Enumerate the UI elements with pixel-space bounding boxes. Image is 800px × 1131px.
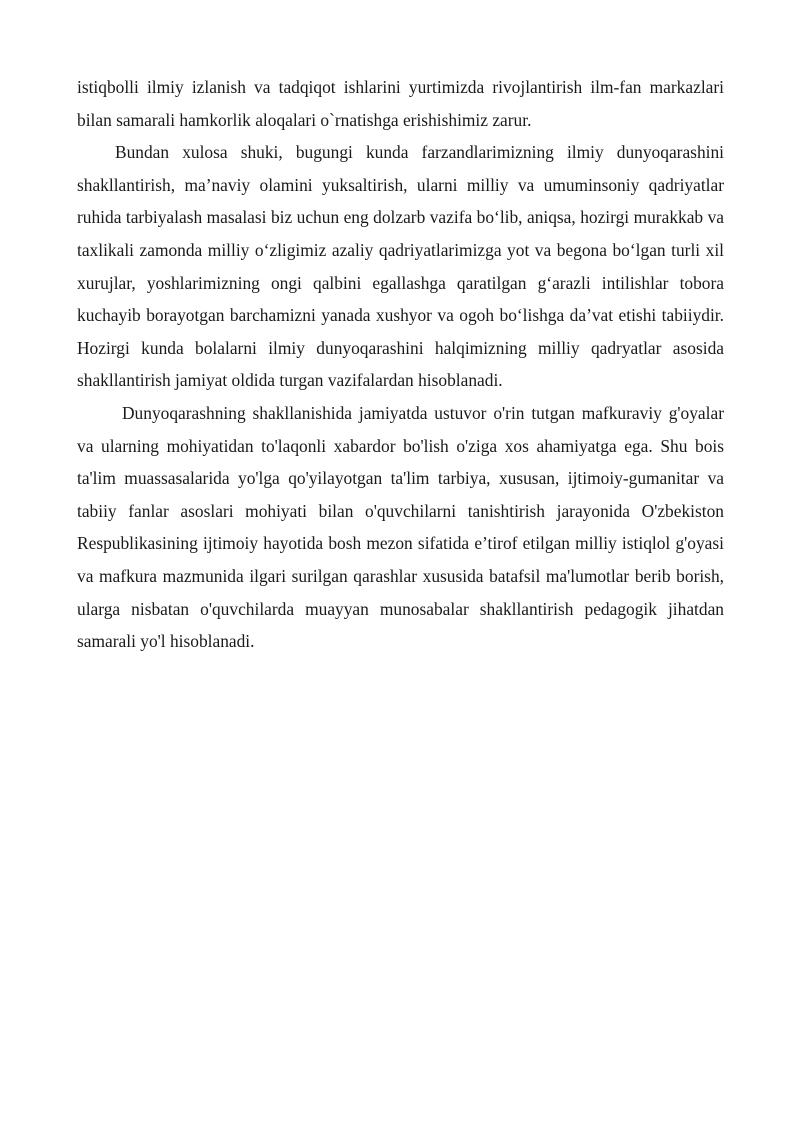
paragraph-conclusion: Bundan xulosa shuki, bugungi kunda farzandlarimizning ilmiy dunyoqarashini shakllantirish, ma’naviy olamini yuksaltirish, ularni milliy va umuminsoniy qadriyatlar ruhida tarbiyalash masalasi biz uchun eng dolzarb vazifa bo‘lib, aniqsa, hozirgi murakkab va taxlikali zamonda milliy o‘zligimiz azaliy qadriyatlarimizga yot va begona bo‘lgan turli xil xurujlar, yoshlarimizning ongi qalbini egallashga qaratilgan g‘arazli intilishlar tobora kuchayib borayotgan barchamizni yanada xushyor va ogoh bo‘lishga da’vat etishi tabiiydir. Hozirgi kunda bolalarni ilmiy dunyoqarashini halqimizning milliy qadryatlar asosida shakllantirish jamiyat oldida turgan vazifalardan hisoblanadi. xyxy=(77,142,724,391)
paragraph-continuation: istiqbolli ilmiy izlanish va tadqiqot ishlarini yurtimizda rivojlantirish ilm-fan markazlari bilan samarali hamkorlik aloqalari o`rnatishga erishishimiz zarur. xyxy=(77,77,724,130)
document-body xyxy=(77,71,724,658)
paragraph-worldview: Dunyoqarashning shakllanishida jamiyatda ustuvor o'rin tutgan mafkuraviy g'oyalar va ularning mohiyatidan to'laqonli xabardor bo'lish o'ziga xos ahamiyatga ega. Shu bois ta'lim muassasalarida yo'lga qo'yilayotgan ta'lim tarbiya, xususan, ijtimoiy-gumanitar va tabiiy fanlar asoslari mohiyati bilan o'quvchilarni tanishtirish jarayonida O'zbekiston Respublikasining ijtimoiy hayotida bosh mezon sifatida e’tirof etilgan milliy istiqlol g'oyasi va mafkura mazmunida ilgari surilgan qarashlar xususida batafsil ma'lumotlar berib borish, ularga nisbatan o'quvchilarda muayyan munosabalar shakllantirish pedagogik jihatdan samarali yo'l hisoblanadi. xyxy=(77,402,724,652)
